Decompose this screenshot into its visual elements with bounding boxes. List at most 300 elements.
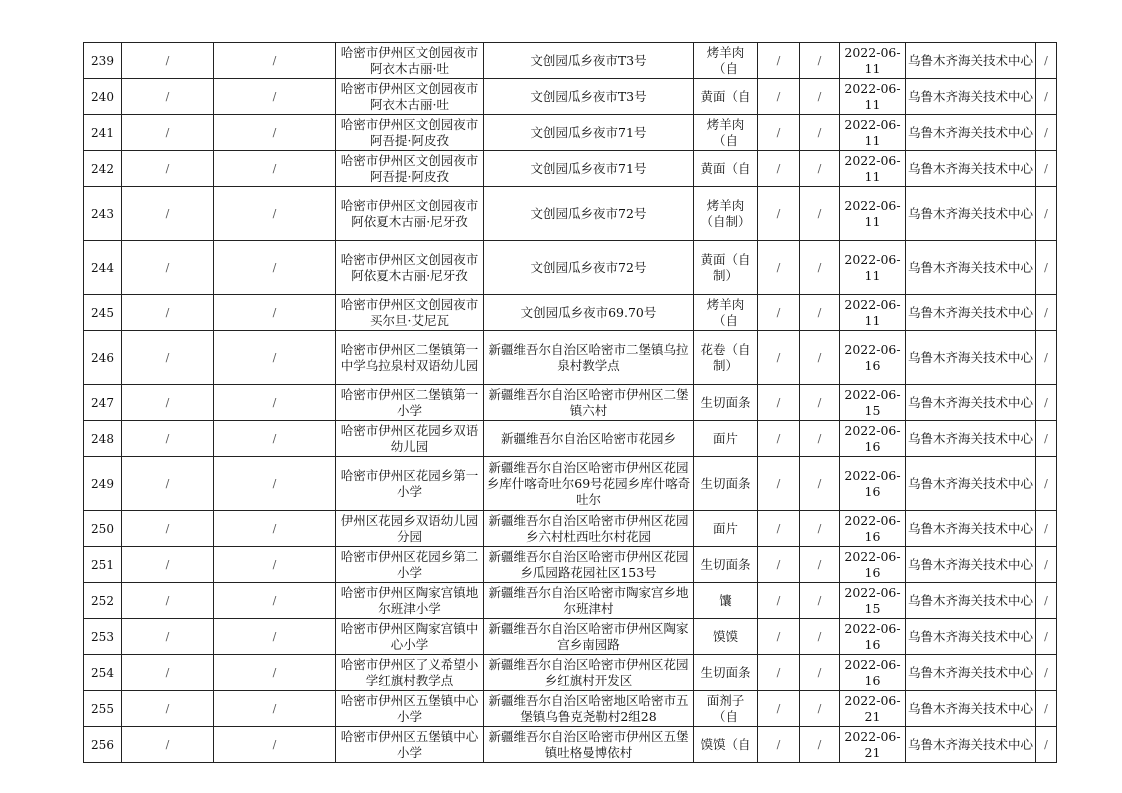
testing-organization-cell bbox=[906, 385, 1036, 421]
empty-cell-text: / bbox=[272, 395, 277, 409]
food-name-cell bbox=[694, 421, 758, 457]
empty-cell-text: / bbox=[776, 161, 781, 175]
address-cell-text: 新疆维吾尔自治区哈密市伊州区花园乡六村杜西吐尔村花园 bbox=[488, 512, 689, 544]
test-date-cell bbox=[840, 457, 906, 511]
table-row bbox=[84, 43, 1057, 79]
empty-cell bbox=[214, 457, 336, 511]
row-number-cell-text: 253 bbox=[91, 629, 114, 644]
empty-cell bbox=[122, 421, 214, 457]
empty-cell bbox=[214, 385, 336, 421]
business-name-cell bbox=[336, 655, 484, 691]
empty-cell-text: / bbox=[817, 476, 822, 490]
table-row bbox=[84, 727, 1057, 763]
empty-cell-text: / bbox=[817, 206, 822, 220]
table-row bbox=[84, 547, 1057, 583]
empty-cell bbox=[758, 241, 800, 295]
test-date-cell bbox=[840, 691, 906, 727]
empty-cell bbox=[214, 727, 336, 763]
empty-cell-text: / bbox=[776, 350, 781, 364]
test-date-cell bbox=[840, 421, 906, 457]
food-name-cell-text: 烤羊肉（自制） bbox=[700, 197, 751, 229]
testing-organization-cell bbox=[906, 619, 1036, 655]
empty-cell bbox=[122, 619, 214, 655]
test-date-cell bbox=[840, 151, 906, 187]
business-name-cell-text: 哈密市伊州区五堡镇中心小学 bbox=[340, 692, 479, 724]
empty-cell-text: / bbox=[776, 53, 781, 67]
food-name-cell bbox=[694, 457, 758, 511]
empty-cell bbox=[1036, 691, 1057, 727]
test-date-cell-text: 2022-06-11 bbox=[844, 152, 901, 184]
row-number-cell bbox=[84, 619, 122, 655]
business-name-cell bbox=[336, 187, 484, 241]
empty-cell bbox=[1036, 727, 1057, 763]
business-name-cell-text: 哈密市伊州区五堡镇中心小学 bbox=[340, 728, 479, 760]
table-row bbox=[84, 79, 1057, 115]
table-row bbox=[84, 619, 1057, 655]
food-name-cell-text: 面剂子（自 bbox=[706, 692, 745, 724]
food-name-cell bbox=[694, 43, 758, 79]
food-name-cell bbox=[694, 187, 758, 241]
empty-cell-text: / bbox=[165, 521, 170, 535]
empty-cell bbox=[800, 727, 840, 763]
address-cell bbox=[484, 385, 694, 421]
address-cell bbox=[484, 295, 694, 331]
empty-cell bbox=[800, 79, 840, 115]
empty-cell-text: / bbox=[817, 665, 822, 679]
table-row bbox=[84, 187, 1057, 241]
food-name-cell bbox=[694, 655, 758, 691]
address-cell-text: 新疆维吾尔自治区哈密市陶家宫乡地尔班津村 bbox=[488, 584, 689, 616]
empty-cell bbox=[122, 547, 214, 583]
food-name-cell-text: 花卷（自制） bbox=[700, 341, 751, 373]
row-number-cell-text: 254 bbox=[91, 665, 114, 680]
results-table-container bbox=[83, 42, 1057, 763]
business-name-cell bbox=[336, 79, 484, 115]
empty-cell bbox=[1036, 295, 1057, 331]
business-name-cell-text: 哈密市伊州区文创园夜市阿吾提·阿皮孜 bbox=[340, 152, 479, 184]
empty-cell bbox=[122, 331, 214, 385]
test-date-cell-text: 2022-06-16 bbox=[844, 620, 901, 652]
empty-cell-text: / bbox=[817, 161, 822, 175]
empty-cell bbox=[214, 619, 336, 655]
test-date-cell-text: 2022-06-16 bbox=[844, 656, 901, 688]
test-date-cell-text: 2022-06-16 bbox=[844, 467, 901, 499]
empty-cell-text: / bbox=[817, 53, 822, 67]
test-date-cell bbox=[840, 331, 906, 385]
empty-cell-text: / bbox=[1044, 593, 1048, 607]
business-name-cell bbox=[336, 151, 484, 187]
testing-organization-cell-text: 乌鲁木齐海关技术中心 bbox=[908, 259, 1033, 275]
table-row bbox=[84, 421, 1057, 457]
empty-cell-text: / bbox=[272, 431, 277, 445]
empty-cell-text: / bbox=[817, 593, 822, 607]
empty-cell-text: / bbox=[776, 125, 781, 139]
food-name-cell-text: 黄面（自 bbox=[700, 88, 751, 104]
empty-cell-text: / bbox=[165, 665, 170, 679]
row-number-cell-text: 249 bbox=[91, 476, 114, 491]
testing-organization-cell-text: 乌鲁木齐海关技术中心 bbox=[908, 556, 1033, 572]
business-name-cell bbox=[336, 421, 484, 457]
address-cell-text: 文创园瓜乡夜市71号 bbox=[530, 124, 647, 140]
row-number-cell-text: 240 bbox=[91, 89, 114, 104]
empty-cell-text: / bbox=[1044, 476, 1048, 490]
empty-cell bbox=[758, 385, 800, 421]
testing-organization-cell bbox=[906, 187, 1036, 241]
empty-cell-text: / bbox=[1044, 350, 1048, 364]
business-name-cell-text: 哈密市伊州区文创园夜市阿依夏木古丽·尼牙孜 bbox=[340, 251, 479, 283]
empty-cell-text: / bbox=[817, 260, 822, 274]
row-number-cell bbox=[84, 691, 122, 727]
empty-cell bbox=[800, 457, 840, 511]
testing-organization-cell-text: 乌鲁木齐海关技术中心 bbox=[908, 124, 1033, 140]
test-date-cell-text: 2022-06-16 bbox=[844, 512, 901, 544]
empty-cell bbox=[1036, 547, 1057, 583]
row-number-cell-text: 248 bbox=[91, 431, 114, 446]
test-date-cell bbox=[840, 619, 906, 655]
empty-cell-text: / bbox=[776, 557, 781, 571]
test-date-cell bbox=[840, 655, 906, 691]
table-row bbox=[84, 691, 1057, 727]
food-name-cell bbox=[694, 241, 758, 295]
empty-cell-text: / bbox=[776, 701, 781, 715]
empty-cell bbox=[758, 619, 800, 655]
empty-cell bbox=[214, 421, 336, 457]
test-date-cell bbox=[840, 511, 906, 547]
empty-cell bbox=[214, 295, 336, 331]
address-cell bbox=[484, 547, 694, 583]
empty-cell bbox=[1036, 331, 1057, 385]
business-name-cell bbox=[336, 457, 484, 511]
row-number-cell-text: 252 bbox=[91, 593, 114, 608]
food-name-cell-text: 烤羊肉（自 bbox=[706, 296, 745, 328]
empty-cell-text: / bbox=[817, 701, 822, 715]
empty-cell-text: / bbox=[1044, 629, 1048, 643]
empty-cell-text: / bbox=[165, 206, 170, 220]
food-name-cell-text: 生切面条 bbox=[700, 556, 751, 572]
empty-cell-text: / bbox=[1044, 431, 1048, 445]
testing-organization-cell-text: 乌鲁木齐海关技术中心 bbox=[908, 52, 1033, 68]
test-date-cell-text: 2022-06-21 bbox=[844, 692, 901, 724]
testing-organization-cell bbox=[906, 727, 1036, 763]
food-name-cell bbox=[694, 691, 758, 727]
empty-cell bbox=[122, 511, 214, 547]
empty-cell-text: / bbox=[1044, 260, 1048, 274]
empty-cell-text: / bbox=[272, 260, 277, 274]
test-date-cell-text: 2022-06-11 bbox=[844, 296, 901, 328]
testing-organization-cell bbox=[906, 547, 1036, 583]
empty-cell bbox=[758, 151, 800, 187]
empty-cell bbox=[800, 547, 840, 583]
empty-cell bbox=[758, 691, 800, 727]
empty-cell bbox=[800, 421, 840, 457]
empty-cell bbox=[1036, 457, 1057, 511]
business-name-cell-text: 哈密市伊州区花园乡双语幼儿园 bbox=[340, 422, 479, 454]
empty-cell bbox=[214, 331, 336, 385]
empty-cell-text: / bbox=[1044, 206, 1048, 220]
empty-cell bbox=[800, 619, 840, 655]
food-name-cell bbox=[694, 79, 758, 115]
food-name-cell bbox=[694, 583, 758, 619]
row-number-cell-text: 239 bbox=[91, 53, 114, 68]
empty-cell-text: / bbox=[165, 350, 170, 364]
empty-cell-text: / bbox=[165, 593, 170, 607]
address-cell-text: 文创园瓜乡夜市72号 bbox=[530, 205, 647, 221]
testing-organization-cell-text: 乌鲁木齐海关技术中心 bbox=[908, 430, 1033, 446]
empty-cell bbox=[214, 583, 336, 619]
empty-cell bbox=[1036, 619, 1057, 655]
row-number-cell bbox=[84, 151, 122, 187]
testing-organization-cell bbox=[906, 691, 1036, 727]
address-cell bbox=[484, 421, 694, 457]
testing-organization-cell-text: 乌鲁木齐海关技术中心 bbox=[908, 664, 1033, 680]
testing-organization-cell bbox=[906, 511, 1036, 547]
empty-cell bbox=[758, 79, 800, 115]
address-cell-text: 新疆维吾尔自治区哈密市伊州区五堡镇吐格曼博依村 bbox=[488, 728, 689, 760]
business-name-cell bbox=[336, 619, 484, 655]
empty-cell bbox=[800, 151, 840, 187]
business-name-cell bbox=[336, 691, 484, 727]
test-date-cell-text: 2022-06-11 bbox=[844, 251, 901, 283]
empty-cell-text: / bbox=[1044, 737, 1048, 751]
empty-cell bbox=[122, 295, 214, 331]
test-date-cell-text: 2022-06-15 bbox=[844, 386, 901, 418]
empty-cell bbox=[214, 115, 336, 151]
empty-cell bbox=[122, 187, 214, 241]
testing-organization-cell bbox=[906, 457, 1036, 511]
empty-cell-text: / bbox=[272, 206, 277, 220]
empty-cell-text: / bbox=[1044, 701, 1048, 715]
row-number-cell-text: 251 bbox=[91, 557, 114, 572]
address-cell-text: 文创园瓜乡夜市71号 bbox=[530, 160, 647, 176]
business-name-cell bbox=[336, 331, 484, 385]
empty-cell bbox=[122, 43, 214, 79]
address-cell bbox=[484, 691, 694, 727]
business-name-cell-text: 哈密市伊州区陶家宫镇中心小学 bbox=[340, 620, 479, 652]
empty-cell bbox=[800, 241, 840, 295]
business-name-cell-text: 哈密市伊州区二堡镇第一中学乌拉泉村双语幼儿园 bbox=[340, 341, 479, 373]
empty-cell-text: / bbox=[272, 125, 277, 139]
empty-cell-text: / bbox=[272, 53, 277, 67]
empty-cell-text: / bbox=[272, 629, 277, 643]
row-number-cell bbox=[84, 547, 122, 583]
empty-cell bbox=[122, 385, 214, 421]
empty-cell bbox=[214, 511, 336, 547]
empty-cell-text: / bbox=[776, 476, 781, 490]
empty-cell-text: / bbox=[776, 737, 781, 751]
testing-organization-cell-text: 乌鲁木齐海关技术中心 bbox=[908, 520, 1033, 536]
empty-cell bbox=[758, 187, 800, 241]
row-number-cell-text: 243 bbox=[91, 206, 114, 221]
empty-cell-text: / bbox=[776, 260, 781, 274]
empty-cell bbox=[122, 691, 214, 727]
empty-cell bbox=[758, 727, 800, 763]
row-number-cell-text: 242 bbox=[91, 161, 114, 176]
empty-cell bbox=[214, 151, 336, 187]
empty-cell-text: / bbox=[165, 305, 170, 319]
empty-cell-text: / bbox=[1044, 161, 1048, 175]
address-cell-text: 新疆维吾尔自治区哈密市二堡镇乌拉泉村教学点 bbox=[488, 341, 689, 373]
empty-cell-text: / bbox=[776, 629, 781, 643]
row-number-cell-text: 255 bbox=[91, 701, 114, 716]
testing-organization-cell bbox=[906, 151, 1036, 187]
test-date-cell bbox=[840, 727, 906, 763]
address-cell bbox=[484, 655, 694, 691]
test-date-cell-text: 2022-06-16 bbox=[844, 341, 901, 373]
business-name-cell-text: 哈密市伊州区文创园夜市阿衣木古丽·吐 bbox=[340, 44, 479, 76]
empty-cell bbox=[1036, 511, 1057, 547]
empty-cell bbox=[122, 241, 214, 295]
empty-cell bbox=[800, 43, 840, 79]
empty-cell bbox=[758, 547, 800, 583]
empty-cell-text: / bbox=[1044, 53, 1048, 67]
empty-cell bbox=[1036, 385, 1057, 421]
empty-cell bbox=[758, 331, 800, 385]
address-cell bbox=[484, 583, 694, 619]
address-cell bbox=[484, 331, 694, 385]
row-number-cell bbox=[84, 727, 122, 763]
empty-cell-text: / bbox=[817, 521, 822, 535]
empty-cell-text: / bbox=[776, 395, 781, 409]
empty-cell bbox=[1036, 115, 1057, 151]
empty-cell-text: / bbox=[165, 125, 170, 139]
business-name-cell-text: 哈密市伊州区花园乡第二小学 bbox=[340, 548, 479, 580]
testing-organization-cell-text: 乌鲁木齐海关技术中心 bbox=[908, 160, 1033, 176]
empty-cell bbox=[1036, 79, 1057, 115]
empty-cell-text: / bbox=[817, 557, 822, 571]
empty-cell-text: / bbox=[165, 629, 170, 643]
business-name-cell bbox=[336, 547, 484, 583]
empty-cell bbox=[122, 79, 214, 115]
test-date-cell bbox=[840, 583, 906, 619]
food-name-cell-text: 生切面条 bbox=[700, 664, 751, 680]
empty-cell-text: / bbox=[1044, 521, 1048, 535]
food-name-cell bbox=[694, 727, 758, 763]
empty-cell-text: / bbox=[272, 701, 277, 715]
empty-cell bbox=[800, 295, 840, 331]
empty-cell-text: / bbox=[817, 350, 822, 364]
empty-cell bbox=[1036, 187, 1057, 241]
empty-cell bbox=[214, 79, 336, 115]
food-name-cell-text: 烤羊肉（自 bbox=[706, 116, 745, 148]
empty-cell-text: / bbox=[165, 557, 170, 571]
empty-cell bbox=[800, 583, 840, 619]
food-name-cell-text: 烤羊肉（自 bbox=[706, 44, 745, 76]
food-name-cell-text: 馍馍 bbox=[712, 628, 738, 644]
empty-cell-text: / bbox=[272, 521, 277, 535]
address-cell-text: 新疆维吾尔自治区哈密市花园乡 bbox=[500, 430, 676, 446]
address-cell bbox=[484, 619, 694, 655]
test-date-cell bbox=[840, 547, 906, 583]
business-name-cell bbox=[336, 727, 484, 763]
test-date-cell bbox=[840, 385, 906, 421]
test-date-cell bbox=[840, 241, 906, 295]
address-cell bbox=[484, 151, 694, 187]
test-date-cell bbox=[840, 115, 906, 151]
empty-cell bbox=[122, 583, 214, 619]
test-date-cell-text: 2022-06-16 bbox=[844, 548, 901, 580]
testing-organization-cell-text: 乌鲁木齐海关技术中心 bbox=[908, 628, 1033, 644]
food-name-cell bbox=[694, 385, 758, 421]
address-cell bbox=[484, 511, 694, 547]
testing-organization-cell bbox=[906, 79, 1036, 115]
empty-cell-text: / bbox=[1044, 395, 1048, 409]
empty-cell-text: / bbox=[1044, 125, 1048, 139]
empty-cell-text: / bbox=[165, 737, 170, 751]
business-name-cell-text: 哈密市伊州区文创园夜市阿依夏木古丽·尼牙孜 bbox=[340, 197, 479, 229]
table-row bbox=[84, 115, 1057, 151]
testing-organization-cell-text: 乌鲁木齐海关技术中心 bbox=[908, 475, 1033, 491]
empty-cell-text: / bbox=[272, 305, 277, 319]
empty-cell-text: / bbox=[1044, 557, 1048, 571]
row-number-cell-text: 246 bbox=[91, 350, 114, 365]
empty-cell bbox=[1036, 43, 1057, 79]
testing-organization-cell bbox=[906, 421, 1036, 457]
row-number-cell bbox=[84, 511, 122, 547]
empty-cell bbox=[1036, 421, 1057, 457]
address-cell-text: 文创园瓜乡夜市69.70号 bbox=[520, 304, 657, 320]
empty-cell bbox=[214, 241, 336, 295]
empty-cell bbox=[758, 421, 800, 457]
business-name-cell-text: 伊州区花园乡双语幼儿园分园 bbox=[340, 512, 479, 544]
table-row bbox=[84, 511, 1057, 547]
empty-cell-text: / bbox=[817, 125, 822, 139]
empty-cell-text: / bbox=[165, 161, 170, 175]
empty-cell bbox=[758, 295, 800, 331]
table-row bbox=[84, 295, 1057, 331]
food-name-cell-text: 面片 bbox=[712, 430, 738, 446]
address-cell-text: 新疆维吾尔自治区哈密市伊州区花园乡瓜园路花园社区153号 bbox=[488, 548, 689, 580]
address-cell bbox=[484, 187, 694, 241]
empty-cell-text: / bbox=[272, 665, 277, 679]
empty-cell-text: / bbox=[776, 431, 781, 445]
food-name-cell bbox=[694, 115, 758, 151]
test-date-cell bbox=[840, 43, 906, 79]
empty-cell-text: / bbox=[272, 350, 277, 364]
business-name-cell-text: 哈密市伊州区文创园夜市阿衣木古丽·吐 bbox=[340, 80, 479, 112]
food-name-cell-text: 生切面条 bbox=[700, 475, 751, 491]
empty-cell-text: / bbox=[165, 260, 170, 274]
address-cell-text: 文创园瓜乡夜市T3号 bbox=[530, 88, 647, 104]
empty-cell-text: / bbox=[165, 395, 170, 409]
address-cell bbox=[484, 115, 694, 151]
address-cell-text: 新疆维吾尔自治区哈密市伊州区二堡镇六村 bbox=[488, 386, 689, 418]
empty-cell bbox=[800, 691, 840, 727]
business-name-cell-text: 哈密市伊州区文创园夜市阿吾提·阿皮孜 bbox=[340, 116, 479, 148]
empty-cell bbox=[214, 187, 336, 241]
table-row bbox=[84, 151, 1057, 187]
business-name-cell bbox=[336, 583, 484, 619]
empty-cell bbox=[122, 457, 214, 511]
business-name-cell-text: 哈密市伊州区陶家宫镇地尔班津小学 bbox=[340, 584, 479, 616]
business-name-cell bbox=[336, 385, 484, 421]
testing-organization-cell bbox=[906, 115, 1036, 151]
empty-cell bbox=[758, 583, 800, 619]
business-name-cell bbox=[336, 511, 484, 547]
empty-cell bbox=[122, 655, 214, 691]
empty-cell bbox=[214, 43, 336, 79]
empty-cell-text: / bbox=[1044, 305, 1048, 319]
row-number-cell bbox=[84, 385, 122, 421]
row-number-cell bbox=[84, 421, 122, 457]
food-name-cell-text: 黄面（自制） bbox=[700, 251, 751, 283]
address-cell-text: 新疆维吾尔自治区哈密地区哈密市五堡镇乌鲁克尧勒村2组28 bbox=[488, 692, 689, 724]
testing-organization-cell bbox=[906, 331, 1036, 385]
empty-cell-text: / bbox=[1044, 89, 1048, 103]
empty-cell bbox=[800, 331, 840, 385]
empty-cell bbox=[800, 385, 840, 421]
empty-cell-text: / bbox=[817, 431, 822, 445]
empty-cell bbox=[122, 727, 214, 763]
